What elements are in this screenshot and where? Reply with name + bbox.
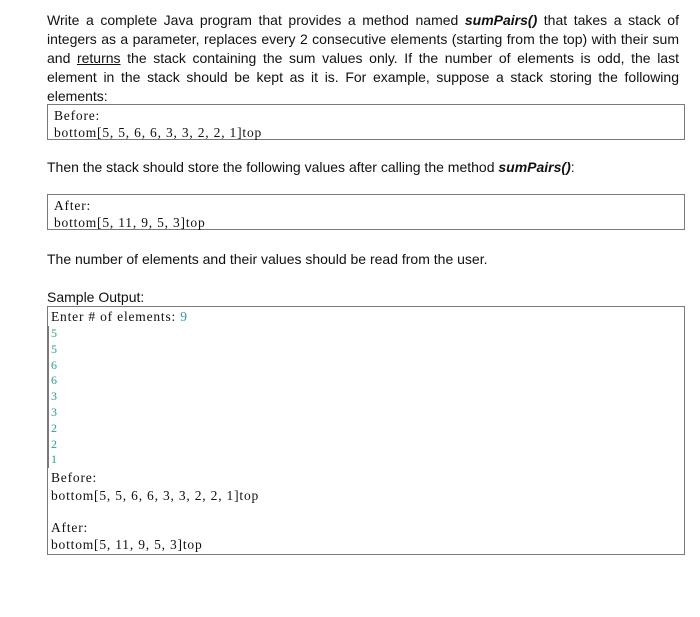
then-statement [47, 158, 679, 177]
sample-after-value: bottom[5, 11, 9, 5, 3]top [51, 537, 203, 552]
input-value: 3 [51, 404, 58, 419]
after-label: After: [54, 198, 92, 213]
input-value: 2 [51, 420, 58, 435]
before-label: Before: [54, 108, 101, 123]
input-instruction: The number of elements and their values should be read from the user. [47, 251, 488, 267]
input-values-list [48, 326, 58, 468]
then-method-name: sumPairs() [498, 159, 571, 175]
sample-before-value: bottom[5, 5, 6, 6, 3, 3, 2, 2, 1]top [51, 488, 260, 503]
intro-text-1: Write a complete Java program that provides a method named [47, 12, 465, 28]
sample-output-label: Sample Output: [47, 289, 145, 305]
after-value: bottom[5, 11, 9, 5, 3]top [54, 215, 206, 230]
sample-output-box [47, 306, 685, 555]
problem-statement [47, 11, 679, 106]
returns-underlined: returns [76, 50, 121, 66]
method-name: sumPairs() [464, 12, 538, 28]
input-value: 5 [51, 326, 58, 340]
input-value: 1 [51, 452, 58, 467]
element-count: 9 [180, 309, 188, 324]
prompt-line [51, 308, 188, 325]
then-colon: : [570, 159, 575, 175]
input-value: 3 [51, 389, 58, 404]
intro-text-3: the stack containing the sum values only. If the number of elements is odd, the last element in the stack should be kept as it is. For example, suppose a stack storing the following elements: [47, 50, 679, 104]
prompt-text: Enter # of elements: [51, 309, 181, 324]
after-example-box [47, 194, 685, 230]
input-value: 6 [51, 357, 58, 372]
sample-after-label: After: [51, 520, 89, 535]
sample-before-label: Before: [51, 470, 98, 485]
intro-text-2: that takes a stack of integers as a parameter, replaces every 2 consecutive elements (starting from the top) with their sum and [47, 12, 679, 66]
before-example-box [47, 104, 685, 140]
input-value: 6 [51, 373, 58, 388]
then-text: Then the stack should store the following values after calling the method [47, 159, 499, 175]
before-value: bottom[5, 5, 6, 6, 3, 3, 2, 2, 1]top [54, 125, 263, 140]
input-value: 2 [51, 436, 58, 451]
input-value: 5 [51, 341, 58, 356]
